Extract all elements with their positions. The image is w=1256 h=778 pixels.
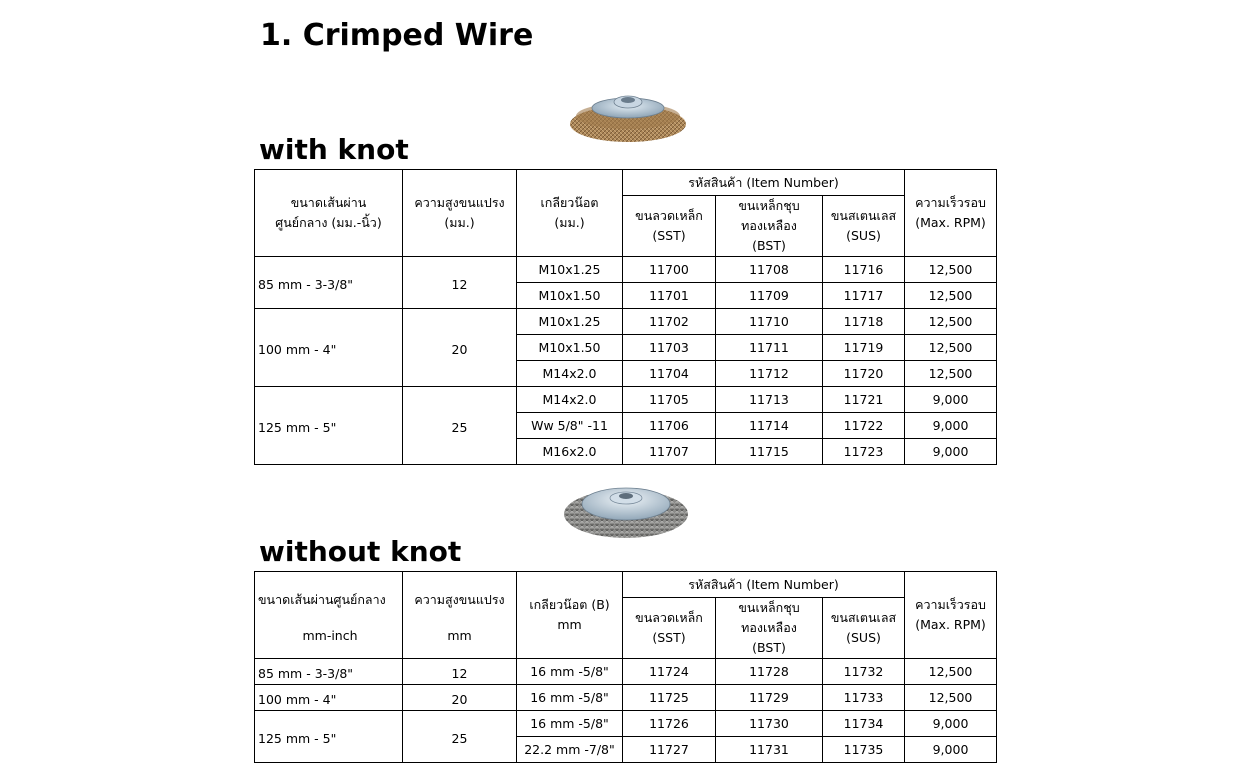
crimped-wire-brush-steel-icon (562, 476, 690, 542)
cell-sus: 11735 (823, 737, 905, 763)
table-row (255, 711, 997, 737)
table-row (255, 387, 997, 413)
cell-sst: 11702 (623, 309, 716, 335)
cell-thread: M10x1.50 (517, 335, 623, 361)
cell-bst: 11712 (716, 361, 823, 387)
cell-bristle-height: 25 (403, 387, 517, 465)
table-row (255, 309, 997, 335)
cell-sst: 11705 (623, 387, 716, 413)
cell-sus: 11722 (823, 413, 905, 439)
cell-sus: 11717 (823, 283, 905, 309)
cell-sus: 11719 (823, 335, 905, 361)
with-knot-table (254, 169, 997, 465)
header-sst: ขนลวดเหล็ก (SST) (623, 196, 716, 257)
cell-max-rpm: 9,000 (905, 387, 997, 413)
cell-bst: 11715 (716, 439, 823, 465)
cell-bst: 11728 (716, 659, 823, 685)
cell-sst: 11706 (623, 413, 716, 439)
cell-thread: M10x1.25 (517, 257, 623, 283)
cell-bst: 11710 (716, 309, 823, 335)
header-item-number: รหัสสินค้า (Item Number) (623, 170, 905, 196)
cell-sus: 11716 (823, 257, 905, 283)
header-diameter: ขนาดเส้นผ่าน ศูนย์กลาง (มม.-นิ้ว) (255, 170, 403, 257)
cell-bristle-height: 12 (403, 257, 517, 309)
cell-bst: 11713 (716, 387, 823, 413)
cell-max-rpm: 12,500 (905, 659, 997, 685)
cell-max-rpm: 12,500 (905, 257, 997, 283)
header-bst: ขนเหล็กชุบ ทองเหลือง (BST) (716, 598, 823, 659)
header-thread: เกลียวน๊อต (มม.) (517, 170, 623, 257)
cell-thread: M16x2.0 (517, 439, 623, 465)
cell-sst: 11726 (623, 711, 716, 737)
cell-sus: 11723 (823, 439, 905, 465)
cell-thread: 16 mm -5/8" (517, 685, 623, 711)
cell-max-rpm: 9,000 (905, 413, 997, 439)
table-row (255, 257, 997, 283)
cell-max-rpm: 9,000 (905, 711, 997, 737)
cell-thread: M14x2.0 (517, 387, 623, 413)
cell-sus: 11733 (823, 685, 905, 711)
cell-bst: 11729 (716, 685, 823, 711)
table-row (255, 659, 997, 685)
cell-bst: 11708 (716, 257, 823, 283)
cell-sst: 11703 (623, 335, 716, 361)
cell-thread: M10x1.50 (517, 283, 623, 309)
cell-thread: 22.2 mm -7/8" (517, 737, 623, 763)
cell-sst: 11724 (623, 659, 716, 685)
cell-sst: 11707 (623, 439, 716, 465)
cell-sst: 11701 (623, 283, 716, 309)
section-heading-without-knot: without knot (259, 535, 462, 568)
cell-sus: 11732 (823, 659, 905, 685)
cell-bristle-height: 20 (403, 685, 517, 711)
cell-max-rpm: 12,500 (905, 283, 997, 309)
cell-bst: 11731 (716, 737, 823, 763)
header-diameter: ขนาดเส้นผ่านศูนย์กลาง mm-inch (255, 572, 403, 659)
cell-bst: 11730 (716, 711, 823, 737)
header-bristle-height: ความสูงขนแปรง mm (403, 572, 517, 659)
cell-sus: 11720 (823, 361, 905, 387)
cell-sst: 11727 (623, 737, 716, 763)
cell-sus: 11721 (823, 387, 905, 413)
cell-thread: M14x2.0 (517, 361, 623, 387)
header-bristle-height: ความสูงขนแปรง (มม.) (403, 170, 517, 257)
cell-bristle-height: 20 (403, 309, 517, 387)
cell-diameter: 100 mm - 4" (255, 685, 403, 711)
header-sst: ขนลวดเหล็ก (SST) (623, 598, 716, 659)
cell-diameter: 125 mm - 5" (255, 387, 403, 465)
header-bst: ขนเหล็กชุบ ทองเหลือง (BST) (716, 196, 823, 257)
cell-sus: 11718 (823, 309, 905, 335)
header-item-number: รหัสสินค้า (Item Number) (623, 572, 905, 598)
cell-max-rpm: 9,000 (905, 737, 997, 763)
cell-diameter: 85 mm - 3-3/8" (255, 659, 403, 685)
cell-max-rpm: 12,500 (905, 309, 997, 335)
header-sus: ขนสเตนเลส (SUS) (823, 196, 905, 257)
cell-max-rpm: 12,500 (905, 335, 997, 361)
cell-sst: 11725 (623, 685, 716, 711)
cell-diameter: 125 mm - 5" (255, 711, 403, 763)
header-thread: เกลียวน๊อต (B) mm (517, 572, 623, 659)
cell-bst: 11709 (716, 283, 823, 309)
cell-max-rpm: 12,500 (905, 685, 997, 711)
crimped-wire-brush-brass-icon (568, 88, 688, 144)
cell-thread: Ww 5/8" -11 (517, 413, 623, 439)
cell-bst: 11714 (716, 413, 823, 439)
cell-thread: M10x1.25 (517, 309, 623, 335)
cell-max-rpm: 12,500 (905, 361, 997, 387)
cell-diameter: 100 mm - 4" (255, 309, 403, 387)
cell-bristle-height: 12 (403, 659, 517, 685)
page-title: 1. Crimped Wire (260, 18, 534, 53)
cell-thread: 16 mm -5/8" (517, 711, 623, 737)
header-max-rpm: ความเร็วรอบ (Max. RPM) (905, 572, 997, 659)
without-knot-table (254, 571, 997, 763)
section-heading-with-knot: with knot (259, 133, 409, 166)
cell-sst: 11700 (623, 257, 716, 283)
cell-diameter: 85 mm - 3-3/8" (255, 257, 403, 309)
cell-max-rpm: 9,000 (905, 439, 997, 465)
table-row (255, 685, 997, 711)
cell-thread: 16 mm -5/8" (517, 659, 623, 685)
cell-sst: 11704 (623, 361, 716, 387)
header-sus: ขนสเตนเลส (SUS) (823, 598, 905, 659)
cell-bristle-height: 25 (403, 711, 517, 763)
header-max-rpm: ความเร็วรอบ (Max. RPM) (905, 170, 997, 257)
cell-bst: 11711 (716, 335, 823, 361)
cell-sus: 11734 (823, 711, 905, 737)
